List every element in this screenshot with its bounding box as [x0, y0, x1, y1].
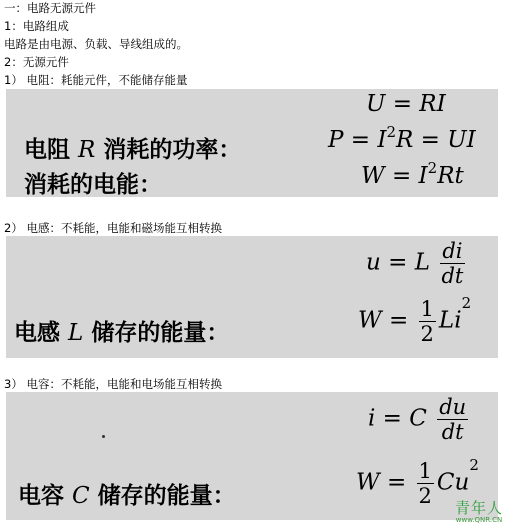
symbol-r: R — [396, 127, 414, 153]
symbol-rt: Rt — [437, 163, 464, 189]
symbol-li: Li — [438, 307, 462, 334]
inductor-voltage-formula: u = L $\frac{di}{dt}$ — [366, 239, 464, 288]
symbol-l: L — [68, 320, 84, 346]
speck-mark — [102, 435, 105, 438]
capacitor-current-formula: i = C $\frac{du}{dt}$ — [368, 395, 467, 444]
circuit-composition-text: 电路是由电源、负载、导线组成的。 — [4, 37, 188, 51]
symbol-i: I — [377, 127, 387, 153]
exponent: 2 — [386, 123, 397, 141]
half-fraction — [419, 298, 436, 345]
fraction-numerator: 1 — [420, 297, 434, 321]
resistor-energy-formula: $W = I^2Rt$ — [361, 159, 464, 189]
fraction-numerator: 1 — [418, 459, 432, 483]
fraction-numerator: du — [439, 395, 467, 419]
label-text: 储存的能量： — [91, 319, 230, 346]
symbol-c: C — [409, 405, 427, 432]
subsection-passive-elements: 2：无源元件 — [4, 55, 69, 69]
section-title: 一：电路无源元件 — [4, 1, 96, 15]
symbol-l: L — [414, 249, 431, 276]
symbol-p: P — [328, 127, 344, 153]
label-text: 储存的能量： — [97, 482, 236, 509]
watermark-url-text: www.QNR.CN — [455, 516, 503, 524]
fraction-denominator: dt — [441, 420, 464, 444]
label-text: 消耗的功率： — [103, 136, 242, 163]
inductor-energy-formula: W = $\frac{1}{2}$ Li$^2$ — [358, 294, 472, 346]
symbol-w: W — [358, 307, 382, 334]
fraction-denominator: dt — [441, 264, 464, 288]
symbol-u: u — [366, 249, 381, 276]
site-watermark — [455, 500, 503, 524]
derivative-fraction — [440, 240, 464, 287]
symbol-i: i — [368, 405, 376, 432]
watermark-cn-text: 青年人 — [454, 499, 503, 517]
capacitor-energy-formula: W = $\frac{1}{2}$ Cu$^2$ — [356, 456, 479, 508]
symbol-u: U — [366, 91, 386, 117]
item-inductor: 2） 电感：不耗能，电能和磁场能互相转换 — [4, 221, 222, 235]
fraction-denominator: 2 — [418, 484, 432, 508]
label-text: 电感 — [14, 319, 60, 346]
resistor-power-label — [24, 131, 241, 164]
symbol-ri: RI — [419, 91, 446, 117]
item-resistor: 1） 电阻：耗能元件，不能储存能量 — [4, 73, 188, 87]
resistor-power-formula: $P = I^2R$ = UI — [328, 123, 476, 153]
subsection-circuit-composition: 1：电路组成 — [4, 19, 69, 33]
inductor-formula-panel — [6, 236, 498, 358]
item-capacitor: 3） 电容：不耗能，电能和电场能互相转换 — [4, 377, 222, 391]
half-fraction — [417, 460, 434, 507]
capacitor-formula-panel — [6, 392, 498, 520]
derivative-fraction — [437, 396, 468, 443]
symbol-w: W — [361, 163, 385, 189]
label-text: 电容 — [18, 482, 64, 509]
resistor-ohm-law: U = RI — [366, 91, 446, 117]
symbol-w: W — [356, 469, 380, 496]
symbol-cu: Cu — [436, 469, 470, 496]
symbol-i: I — [418, 163, 428, 189]
symbol-r: R — [78, 137, 96, 163]
exponent: 2 — [469, 456, 479, 474]
exponent: 2 — [461, 294, 472, 312]
symbol-ui: UI — [447, 127, 476, 153]
inductor-energy-label — [14, 314, 229, 347]
symbol-c: C — [72, 483, 90, 509]
exponent: 2 — [427, 159, 438, 177]
fraction-numerator: di — [442, 239, 463, 263]
resistor-energy-label: 消耗的电能： — [24, 171, 162, 198]
capacitor-energy-label — [18, 477, 236, 510]
fraction-denominator: 2 — [420, 322, 434, 346]
resistor-formula-panel — [6, 89, 498, 197]
label-text: 电阻 — [24, 136, 70, 163]
